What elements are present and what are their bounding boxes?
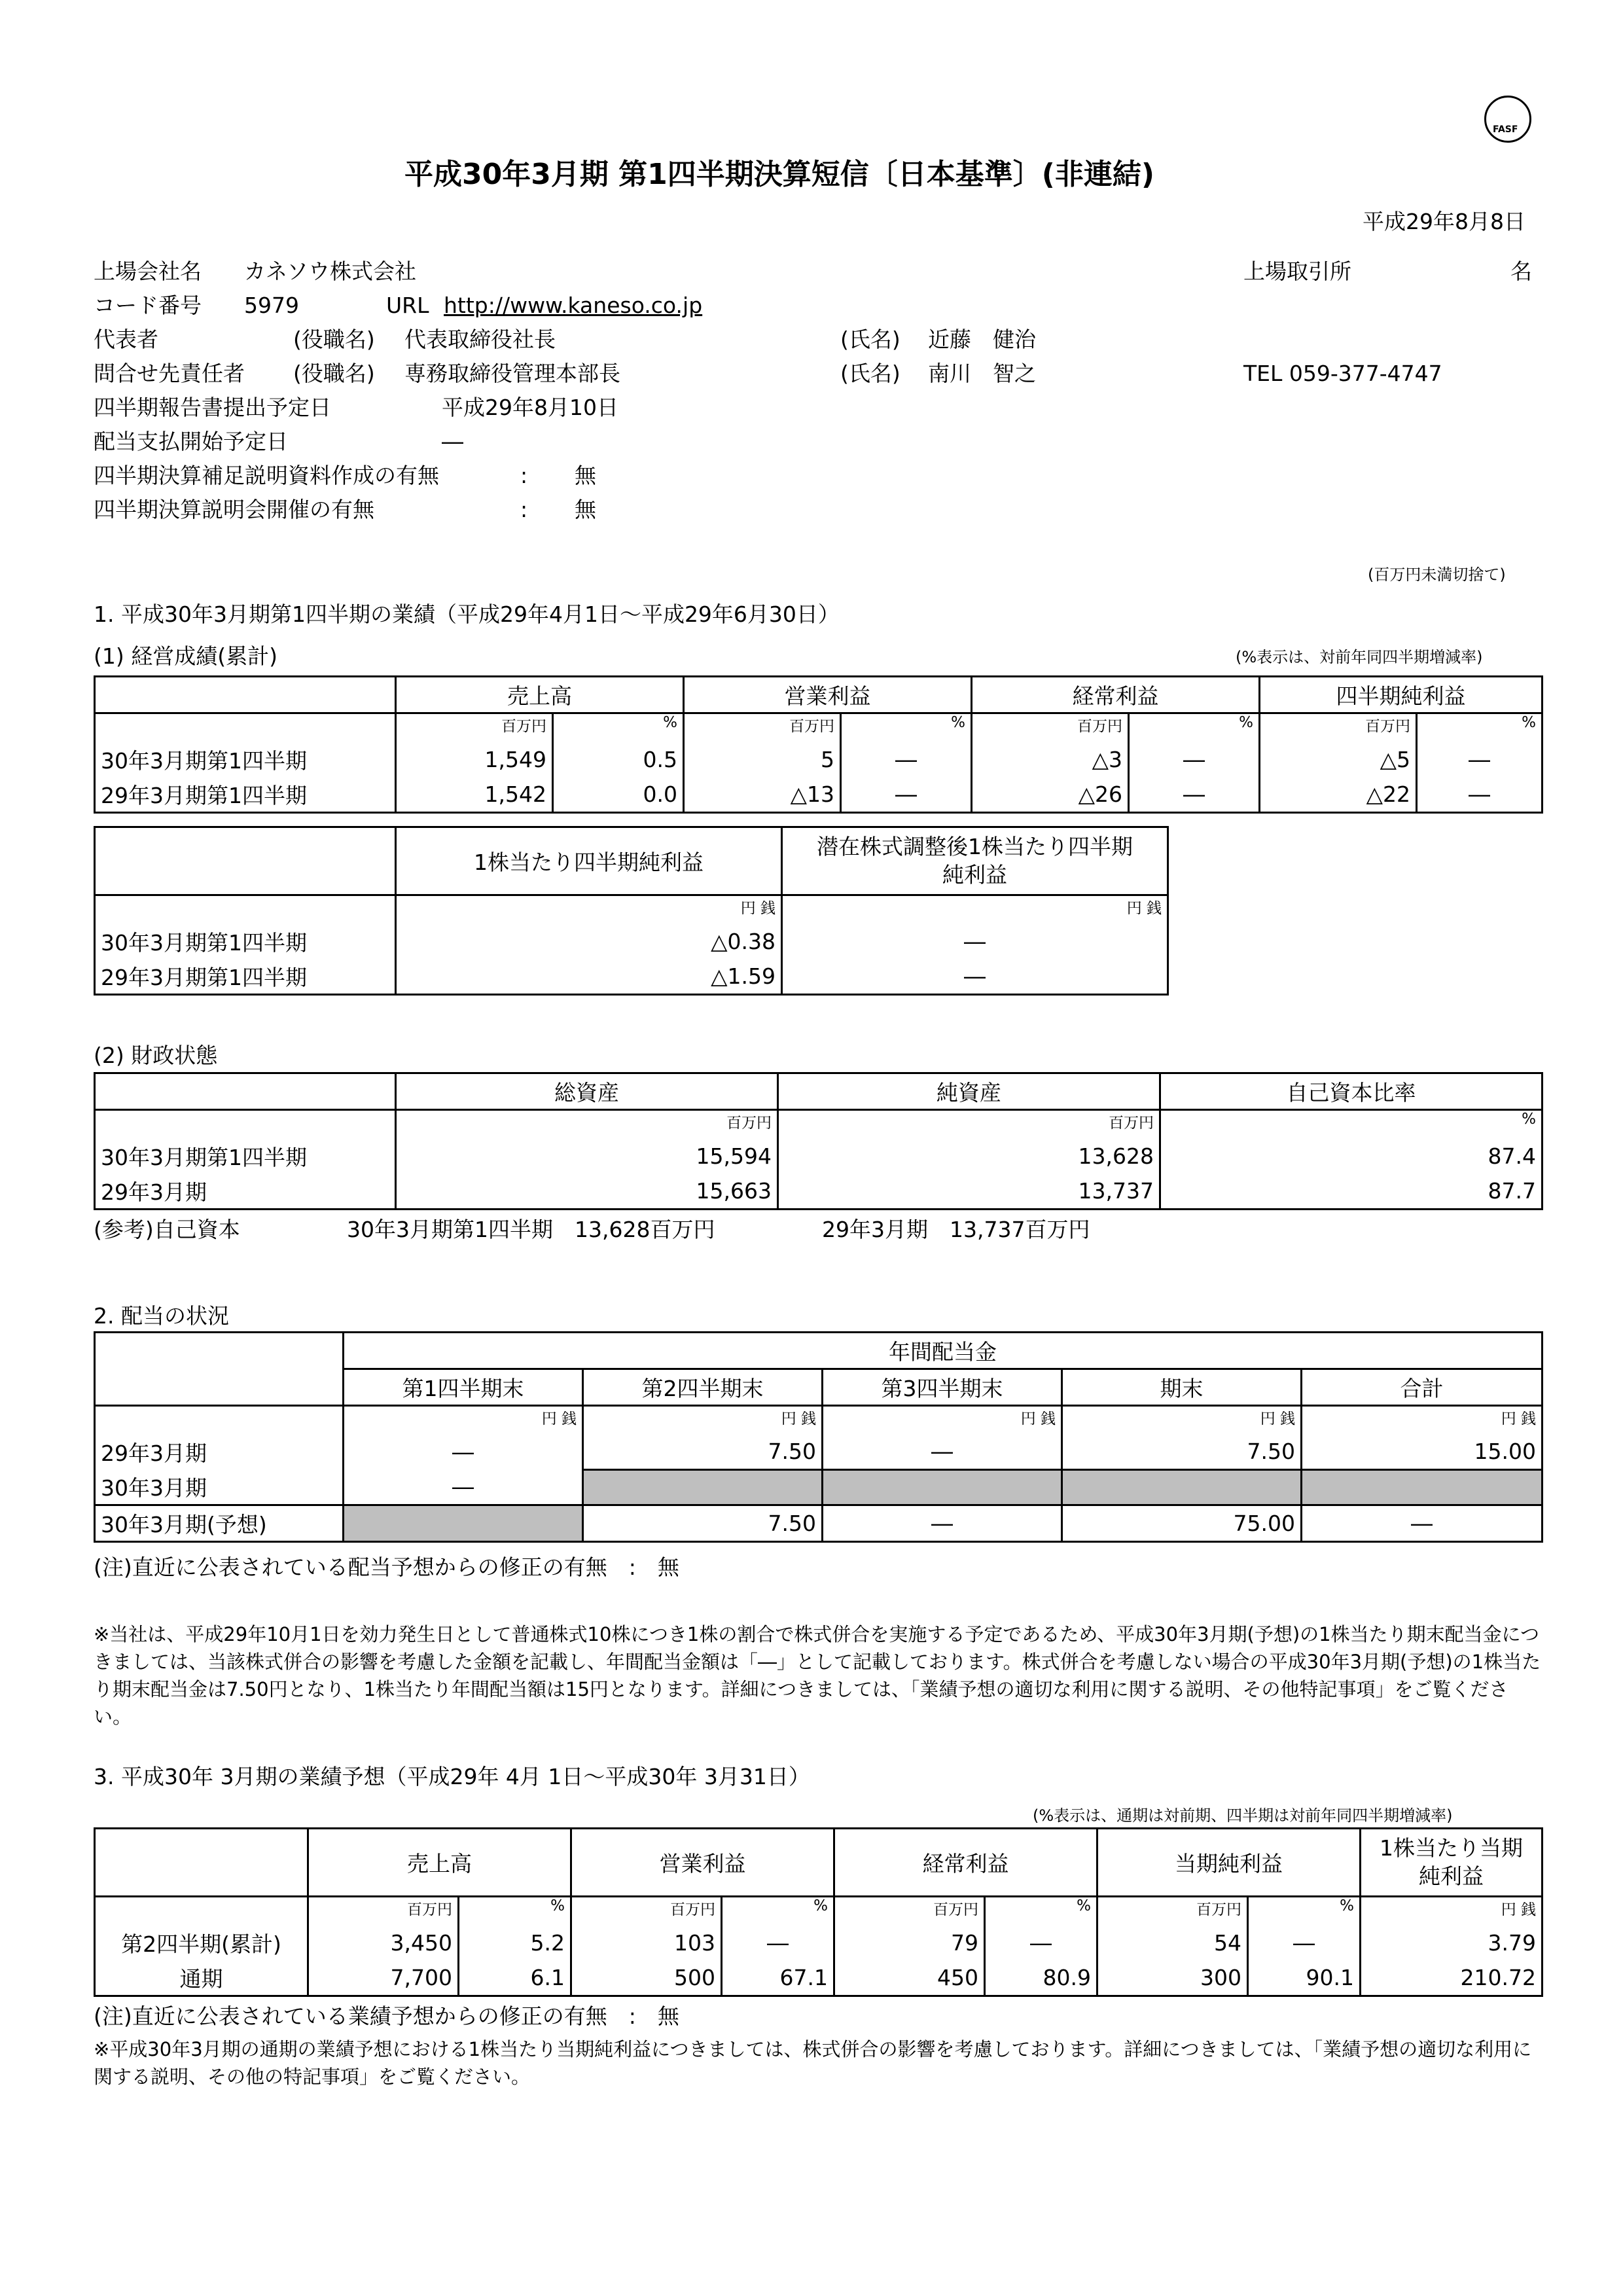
rep-name: 近藤 健治 <box>928 327 1036 352</box>
cell: ― <box>1302 1505 1543 1542</box>
cell: 3,450 <box>308 1926 459 1961</box>
col-operating-profit: 営業利益 <box>684 677 972 713</box>
row-label: 29年3月期 <box>95 1435 344 1470</box>
briefing-colon: : <box>520 497 528 522</box>
eps-table <box>94 826 1169 996</box>
col-net-profit: 四半期純利益 <box>1260 677 1543 713</box>
unit-yen: 円 銭 <box>823 1406 1062 1435</box>
section2-heading: 2. 配当の状況 <box>94 1303 229 1329</box>
row-label: 29年3月期第1四半期 <box>95 778 396 813</box>
cell: 13,737 <box>778 1174 1160 1210</box>
cell: 87.4 <box>1160 1139 1543 1174</box>
row-label: 30年3月期(予想) <box>95 1505 344 1542</box>
cell: ― <box>1248 1926 1361 1961</box>
table-row <box>95 1470 1543 1505</box>
reference-label: (参考)自己資本 <box>94 1217 240 1242</box>
cell: ― <box>985 1926 1097 1961</box>
unit-yen: 円 銭 <box>1302 1406 1543 1435</box>
unit-pct: % <box>1129 713 1260 742</box>
cell: ― <box>823 1435 1062 1470</box>
briefing-value: 無 <box>575 497 596 522</box>
col-year-end: 期末 <box>1062 1369 1302 1406</box>
col-net-profit: 当期純利益 <box>1097 1829 1361 1897</box>
col-total-assets: 総資産 <box>396 1073 778 1110</box>
cell: 1,549 <box>396 742 553 778</box>
reference-prior: 29年3月期 13,737百万円 <box>822 1217 1090 1242</box>
unit-pct: % <box>1417 713 1543 742</box>
row-label: 通期 <box>95 1961 308 1996</box>
cell: ― <box>722 1926 834 1961</box>
cell: △0.38 <box>396 924 782 960</box>
code-value: 5979 <box>244 293 299 318</box>
col-diluted-eps <box>782 827 1168 895</box>
unit-m: 百万円 <box>396 713 553 742</box>
report-submit-date: 平成29年8月10日 <box>442 395 618 420</box>
dividend-footnote: ※当社は、平成29年10月1日を効力発生日として普通株式10株につき1株の割合で株式併合を実施する予定であるため、平成30年3月期(予想)の1株当たり期末配当金につきましては、当該株式併合の影響を考慮した金額を記載し、年間配当金額は「―」として記載しております。株式併合を考慮しない場合の平成30年3月期(予想)の1株当たり期末配当金は7.50円となり、1株当たり年間配当額は15円となります。詳細につきましては、「業績予想の適切な利用に関する説明、その他特記事項」をご覧ください。 <box>94 1623 1541 1729</box>
cell: 67.1 <box>722 1961 834 1996</box>
unit-yen: 円 銭 <box>583 1406 823 1435</box>
col-operating-profit: 営業利益 <box>571 1829 834 1897</box>
table-row <box>95 1174 1543 1210</box>
supp-material-value: 無 <box>575 463 596 488</box>
unit-m: 百万円 <box>571 1897 722 1926</box>
cell: 7,700 <box>308 1961 459 1996</box>
col-eps-line2: 純利益 <box>1419 1863 1484 1889</box>
report-date: 平成29年8月8日 <box>1363 209 1525 234</box>
forecast-table <box>94 1827 1543 1997</box>
cell: 450 <box>834 1961 985 1996</box>
rep-label: 代表者 <box>94 327 158 352</box>
cell: △1.59 <box>396 960 782 995</box>
cell: 90.1 <box>1248 1961 1361 1996</box>
table-row <box>95 924 1168 960</box>
unit-m: 百万円 <box>396 1110 778 1139</box>
briefing-label: 四半期決算説明会開催の有無 <box>94 497 374 522</box>
unit-yen: 円 銭 <box>344 1406 583 1435</box>
cell: ― <box>823 1505 1062 1542</box>
section1-sub1-note: (%表示は、対前年同四半期増減率) <box>1236 648 1483 666</box>
forecast-revision-note: (注)直近に公表されている業績予想からの修正の有無 : 無 <box>94 2003 679 2029</box>
col-eps <box>1361 1829 1543 1897</box>
unit-pct: % <box>1248 1897 1361 1926</box>
cell: 75.00 <box>1062 1505 1302 1542</box>
cell: 500 <box>571 1961 722 1996</box>
cell: 0.0 <box>553 778 684 813</box>
cell: 103 <box>571 1926 722 1961</box>
cell: ― <box>782 960 1168 995</box>
table-row <box>95 1139 1543 1174</box>
reference-current: 30年3月期第1四半期 13,628百万円 <box>347 1217 715 1242</box>
table-row <box>95 960 1168 995</box>
logo-text: FASF <box>1493 124 1518 135</box>
unit-m: 百万円 <box>778 1110 1160 1139</box>
cell: 87.7 <box>1160 1174 1543 1210</box>
cell: △3 <box>972 742 1129 778</box>
supp-colon: : <box>520 463 528 488</box>
dividend-date-label: 配当支払開始予定日 <box>94 429 288 454</box>
contact-label: 問合せ先責任者 <box>94 361 245 386</box>
cell: 7.50 <box>1062 1435 1302 1470</box>
col-ordinary-profit: 経常利益 <box>834 1829 1097 1897</box>
shaded-cell <box>823 1470 1062 1505</box>
unit-pct: % <box>722 1897 834 1926</box>
cell: 7.50 <box>583 1435 823 1470</box>
cell: 5.2 <box>459 1926 571 1961</box>
table-row <box>95 1435 1543 1470</box>
contact-name-label: (氏名) <box>840 361 901 386</box>
supp-material-label: 四半期決算補足説明資料作成の有無 <box>94 463 439 488</box>
cell: 300 <box>1097 1961 1248 1996</box>
unit-m: 百万円 <box>1097 1897 1248 1926</box>
company-url-link[interactable]: http://www.kaneso.co.jp <box>444 293 703 318</box>
table-row <box>95 778 1543 813</box>
unit-yen: 円 銭 <box>782 895 1168 924</box>
contact-name: 南川 智之 <box>928 361 1036 386</box>
company-name: カネソウ株式会社 <box>244 259 417 284</box>
url-label: URL <box>386 293 429 318</box>
unit-m: 百万円 <box>308 1897 459 1926</box>
dividend-table <box>94 1331 1543 1543</box>
cell: ― <box>1417 742 1543 778</box>
section3-heading: 3. 平成30年 3月期の業績予想（平成29年 4月 1日～平成30年 3月31日） <box>94 1764 810 1789</box>
unit-yen: 円 銭 <box>396 895 782 924</box>
report-date-label: 四半期報告書提出予定日 <box>94 395 331 420</box>
rep-name-label: (氏名) <box>840 327 901 352</box>
operating-results-table <box>94 675 1543 814</box>
cell: 79 <box>834 1926 985 1961</box>
col-diluted-eps-line1: 潜在株式調整後1株当たり四半期 <box>817 833 1133 859</box>
cell: 7.50 <box>583 1505 823 1542</box>
cell: ― <box>344 1435 583 1470</box>
section3-note: (%表示は、通期は対前期、四半期は対前年同四半期増減率) <box>1033 1806 1453 1825</box>
cell: 13,628 <box>778 1139 1160 1174</box>
rep-title-label: (役職名) <box>293 327 375 352</box>
col-ordinary-profit: 経常利益 <box>972 677 1260 713</box>
table-row <box>95 1505 1543 1542</box>
col-q3-end: 第3四半期末 <box>823 1369 1062 1406</box>
col-total: 合計 <box>1302 1369 1543 1406</box>
unit-pct: % <box>985 1897 1097 1926</box>
shaded-cell <box>1302 1470 1543 1505</box>
col-net-assets: 純資産 <box>778 1073 1160 1110</box>
col-q1-end: 第1四半期末 <box>344 1369 583 1406</box>
unit-m: 百万円 <box>1260 713 1417 742</box>
cell: 15.00 <box>1302 1435 1543 1470</box>
forecast-footnote: ※平成30年3月期の通期の業績予想における1株当たり当期純利益につきましては、株式併合の影響を考慮しております。詳細につきましては、「業績予想の適切な利用に関する説明、その他の特記事項」をご覧ください。 <box>94 2038 1532 2089</box>
section1-heading: 1. 平成30年3月期第1四半期の業績（平成29年4月1日～平成29年6月30日） <box>94 601 840 627</box>
cell: 80.9 <box>985 1961 1097 1996</box>
cell: △26 <box>972 778 1129 813</box>
cell: ― <box>1129 778 1260 813</box>
unit-yen: 円 銭 <box>1361 1897 1543 1926</box>
col-sales: 売上高 <box>308 1829 571 1897</box>
contact-title-label: (役職名) <box>293 361 375 386</box>
cell: ― <box>344 1470 583 1505</box>
rounding-note: (百万円未満切捨て) <box>1368 565 1506 584</box>
cell: 3.79 <box>1361 1926 1543 1961</box>
dividend-revision-note: (注)直近に公表されている配当予想からの修正の有無 : 無 <box>94 1554 679 1580</box>
code-label: コード番号 <box>94 293 202 318</box>
row-label: 30年3月期第1四半期 <box>95 742 396 778</box>
row-label: 30年3月期第1四半期 <box>95 924 396 960</box>
fasf-logo <box>1484 96 1531 143</box>
section1-sub2: (2) 財政状態 <box>94 1043 218 1068</box>
col-eps-line1: 1株当たり当期 <box>1380 1835 1523 1861</box>
cell: 210.72 <box>1361 1961 1543 1996</box>
tel: TEL 059-377-4747 <box>1243 361 1442 386</box>
cell: 6.1 <box>459 1961 571 1996</box>
col-sales: 売上高 <box>396 677 684 713</box>
unit-pct: % <box>459 1897 571 1926</box>
page-title: 平成30年3月期 第1四半期決算短信〔日本基準〕(非連結) <box>404 158 1154 191</box>
col-eps: 1株当たり四半期純利益 <box>396 827 782 895</box>
cell: △5 <box>1260 742 1417 778</box>
cell: △13 <box>684 778 841 813</box>
cell: ― <box>841 778 972 813</box>
cell: 15,663 <box>396 1174 778 1210</box>
table-row <box>95 1926 1543 1961</box>
unit-pct: % <box>1160 1110 1543 1139</box>
row-label: 第2四半期(累計) <box>95 1926 308 1961</box>
contact-title: 専務取締役管理本部長 <box>404 361 620 386</box>
cell: ― <box>1417 778 1543 813</box>
table-row <box>95 742 1543 778</box>
shaded-cell <box>344 1505 583 1542</box>
row-label: 30年3月期 <box>95 1470 344 1505</box>
unit-yen: 円 銭 <box>1062 1406 1302 1435</box>
col-equity-ratio: 自己資本比率 <box>1160 1073 1543 1110</box>
unit-m: 百万円 <box>684 713 841 742</box>
dividend-date: ― <box>442 429 463 454</box>
cell: 5 <box>684 742 841 778</box>
unit-pct: % <box>841 713 972 742</box>
unit-pct: % <box>553 713 684 742</box>
col-diluted-eps-line2: 純利益 <box>942 861 1007 888</box>
cell: ― <box>782 924 1168 960</box>
section1-sub1: (1) 経営成績(累計) <box>94 643 277 669</box>
row-label: 30年3月期第1四半期 <box>95 1139 396 1174</box>
cell: 1,542 <box>396 778 553 813</box>
exchange-label: 上場取引所 <box>1243 259 1351 284</box>
unit-m: 百万円 <box>834 1897 985 1926</box>
cell: 0.5 <box>553 742 684 778</box>
annual-dividend-header: 年間配当金 <box>344 1333 1543 1369</box>
company-name-label: 上場会社名 <box>94 259 202 284</box>
financial-position-table <box>94 1072 1543 1210</box>
exchange-value: 名 <box>1510 259 1532 284</box>
col-q2-end: 第2四半期末 <box>583 1369 823 1406</box>
cell: ― <box>841 742 972 778</box>
cell: 54 <box>1097 1926 1248 1961</box>
row-label: 29年3月期 <box>95 1174 396 1210</box>
table-row <box>95 1961 1543 1996</box>
rep-title: 代表取締役社長 <box>404 327 556 352</box>
cell: ― <box>1129 742 1260 778</box>
shaded-cell <box>583 1470 823 1505</box>
cell: △22 <box>1260 778 1417 813</box>
row-label: 29年3月期第1四半期 <box>95 960 396 995</box>
shaded-cell <box>1062 1470 1302 1505</box>
unit-m: 百万円 <box>972 713 1129 742</box>
cell: 15,594 <box>396 1139 778 1174</box>
